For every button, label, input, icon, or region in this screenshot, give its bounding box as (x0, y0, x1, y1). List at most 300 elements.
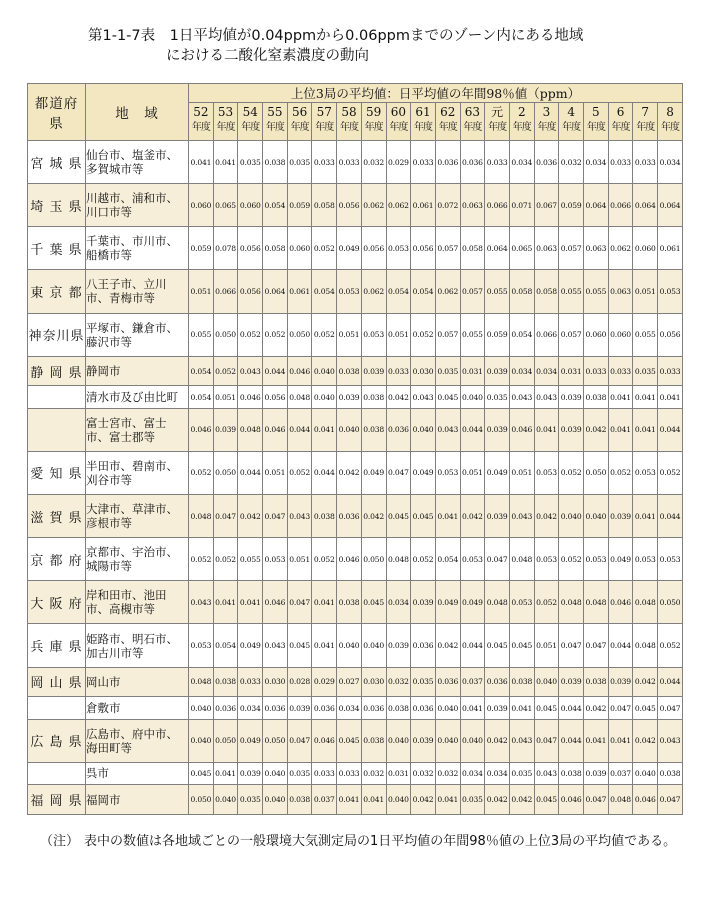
value-cell: 0.039 (411, 719, 436, 762)
value-cell: 0.053 (534, 451, 559, 494)
value-cell: 0.034 (485, 762, 510, 784)
prefecture-cell: 千 葉 県 (28, 227, 86, 270)
value-cell: 0.040 (213, 785, 238, 815)
value-cell: 0.064 (633, 184, 658, 227)
value-cell: 0.042 (509, 785, 534, 815)
prefecture-cell: 福 岡 県 (28, 785, 86, 815)
value-cell: 0.052 (411, 313, 436, 356)
value-cell: 0.041 (312, 581, 337, 624)
value-cell: 0.031 (559, 356, 584, 386)
value-cell: 0.055 (238, 538, 263, 581)
value-cell: 0.030 (411, 356, 436, 386)
value-cell: 0.062 (435, 270, 460, 313)
value-cell: 0.048 (189, 495, 214, 538)
value-cell: 0.040 (460, 719, 485, 762)
value-cell: 0.044 (238, 451, 263, 494)
value-cell: 0.040 (263, 762, 288, 784)
value-cell: 0.042 (485, 785, 510, 815)
value-cell: 0.051 (386, 313, 411, 356)
value-cell: 0.064 (658, 184, 683, 227)
year-header (633, 103, 658, 141)
year-suffix: 年度 (241, 122, 260, 133)
value-cell: 0.052 (213, 538, 238, 581)
header-area: 地 域 (86, 84, 189, 141)
year-suffix: 年度 (290, 122, 309, 133)
value-cell: 0.043 (534, 762, 559, 784)
value-cell: 0.036 (411, 697, 436, 719)
value-cell: 0.038 (386, 697, 411, 719)
value-cell: 0.061 (287, 270, 312, 313)
value-cell: 0.053 (435, 451, 460, 494)
value-cell: 0.064 (584, 184, 609, 227)
value-cell: 0.063 (534, 227, 559, 270)
area-cell: 平塚市、鎌倉市、藤沢市等 (86, 313, 189, 356)
value-cell: 0.038 (361, 719, 386, 762)
value-cell: 0.041 (633, 408, 658, 451)
prefecture-cell: 東 京 都 (28, 270, 86, 313)
value-cell: 0.062 (361, 184, 386, 227)
value-cell: 0.048 (608, 785, 633, 815)
value-cell: 0.047 (534, 719, 559, 762)
value-cell: 0.040 (435, 719, 460, 762)
value-cell: 0.049 (238, 719, 263, 762)
value-cell: 0.060 (633, 227, 658, 270)
value-cell: 0.051 (534, 624, 559, 667)
value-cell: 0.046 (238, 386, 263, 408)
value-cell: 0.055 (189, 313, 214, 356)
value-cell: 0.040 (411, 408, 436, 451)
value-cell: 0.052 (534, 581, 559, 624)
value-cell: 0.035 (435, 356, 460, 386)
year-label: 6 (616, 105, 625, 119)
year-label: 56 (291, 105, 308, 119)
value-cell: 0.040 (584, 495, 609, 538)
value-cell: 0.064 (263, 270, 288, 313)
value-cell: 0.045 (633, 697, 658, 719)
prefecture-cell: 埼 玉 県 (28, 184, 86, 227)
value-cell: 0.050 (213, 313, 238, 356)
value-cell: 0.056 (658, 313, 683, 356)
value-cell: 0.059 (287, 184, 312, 227)
table-row (28, 184, 683, 227)
value-cell: 0.044 (559, 719, 584, 762)
value-cell: 0.053 (460, 538, 485, 581)
value-cell: 0.041 (633, 495, 658, 538)
no2-trend-table (27, 83, 683, 815)
value-cell: 0.046 (337, 538, 362, 581)
value-cell: 0.050 (287, 313, 312, 356)
footnote (40, 832, 680, 852)
prefecture-cell: 神奈川県 (28, 313, 86, 356)
year-header (658, 103, 683, 141)
value-cell: 0.040 (312, 356, 337, 386)
value-cell: 0.042 (238, 495, 263, 538)
value-cell: 0.039 (485, 697, 510, 719)
value-cell: 0.048 (386, 538, 411, 581)
value-cell: 0.036 (263, 697, 288, 719)
value-cell: 0.042 (633, 667, 658, 697)
year-suffix: 年度 (315, 122, 334, 133)
value-cell: 0.053 (386, 227, 411, 270)
value-cell: 0.051 (263, 451, 288, 494)
value-cell: 0.043 (238, 356, 263, 386)
title-line-1: 第1-1-7表 1日平均値が0.04ppmから0.06ppmまでのゾーン内にある地域 (88, 28, 584, 44)
value-cell: 0.061 (411, 184, 436, 227)
value-cell: 0.048 (633, 581, 658, 624)
value-cell: 0.047 (287, 719, 312, 762)
value-cell: 0.038 (337, 356, 362, 386)
value-cell: 0.052 (213, 356, 238, 386)
value-cell: 0.032 (559, 141, 584, 184)
value-cell: 0.034 (509, 356, 534, 386)
table-row (28, 386, 683, 408)
value-cell: 0.041 (608, 386, 633, 408)
value-cell: 0.033 (337, 141, 362, 184)
value-cell: 0.042 (411, 785, 436, 815)
value-cell: 0.046 (559, 785, 584, 815)
value-cell: 0.032 (361, 141, 386, 184)
value-cell: 0.049 (238, 624, 263, 667)
year-label: 3 (542, 105, 551, 119)
table-row (28, 408, 683, 451)
value-cell: 0.051 (633, 270, 658, 313)
value-cell: 0.030 (263, 667, 288, 697)
value-cell: 0.056 (238, 227, 263, 270)
value-cell: 0.054 (263, 184, 288, 227)
value-cell: 0.041 (361, 785, 386, 815)
value-cell: 0.052 (238, 313, 263, 356)
year-label: 7 (641, 105, 650, 119)
value-cell: 0.039 (559, 408, 584, 451)
area-cell: 静岡市 (86, 356, 189, 386)
year-header (337, 103, 362, 141)
value-cell: 0.047 (559, 624, 584, 667)
value-cell: 0.033 (584, 356, 609, 386)
year-label: 2 (517, 105, 526, 119)
value-cell: 0.050 (658, 581, 683, 624)
value-cell: 0.050 (213, 719, 238, 762)
value-cell: 0.036 (312, 697, 337, 719)
value-cell: 0.048 (189, 667, 214, 697)
value-cell: 0.067 (534, 184, 559, 227)
value-cell: 0.044 (658, 408, 683, 451)
year-label: 52 (193, 105, 209, 119)
value-cell: 0.035 (633, 356, 658, 386)
table-row (28, 495, 683, 538)
value-cell: 0.043 (534, 386, 559, 408)
year-label: 55 (267, 105, 283, 119)
year-label: 57 (316, 105, 332, 119)
value-cell: 0.038 (361, 408, 386, 451)
value-cell: 0.048 (509, 538, 534, 581)
year-suffix: 年度 (364, 122, 383, 133)
area-cell: 姫路市、明石市、加古川市等 (86, 624, 189, 667)
value-cell: 0.056 (411, 227, 436, 270)
area-cell: 清水市及び由比町 (86, 386, 189, 408)
value-cell: 0.058 (263, 227, 288, 270)
year-suffix: 年度 (265, 122, 284, 133)
area-cell: 倉敷市 (86, 697, 189, 719)
footnote-text: 表中の数値は各地域ごとの一般環境大気測定局の1日平均値の年間98％値の上位3局の平均値である。 (84, 834, 677, 849)
value-cell: 0.052 (312, 227, 337, 270)
value-cell: 0.052 (312, 313, 337, 356)
value-cell: 0.045 (189, 762, 214, 784)
year-header (386, 103, 411, 141)
year-header (460, 103, 485, 141)
value-cell: 0.048 (584, 581, 609, 624)
value-cell: 0.045 (485, 624, 510, 667)
value-cell: 0.056 (238, 270, 263, 313)
value-cell: 0.040 (189, 719, 214, 762)
value-cell: 0.049 (337, 227, 362, 270)
value-cell: 0.040 (460, 386, 485, 408)
value-cell: 0.044 (460, 408, 485, 451)
table-row (28, 313, 683, 356)
value-cell: 0.056 (361, 227, 386, 270)
value-cell: 0.057 (559, 227, 584, 270)
value-cell: 0.036 (213, 697, 238, 719)
value-cell: 0.049 (608, 538, 633, 581)
value-cell: 0.034 (460, 762, 485, 784)
value-cell: 0.040 (312, 386, 337, 408)
value-cell: 0.053 (189, 624, 214, 667)
value-cell: 0.038 (584, 667, 609, 697)
year-label: 元 (491, 105, 504, 119)
value-cell: 0.052 (559, 451, 584, 494)
value-cell: 0.049 (435, 581, 460, 624)
value-cell: 0.039 (213, 408, 238, 451)
value-cell: 0.043 (189, 581, 214, 624)
value-cell: 0.041 (213, 141, 238, 184)
year-label: 62 (440, 105, 456, 119)
value-cell: 0.032 (386, 667, 411, 697)
table-row (28, 356, 683, 386)
value-cell: 0.045 (337, 719, 362, 762)
value-cell: 0.036 (435, 667, 460, 697)
value-cell: 0.053 (509, 581, 534, 624)
prefecture-cell: 岡 山 県 (28, 667, 86, 697)
year-suffix: 年度 (611, 122, 630, 133)
value-cell: 0.041 (435, 495, 460, 538)
value-cell: 0.060 (189, 184, 214, 227)
value-cell: 0.056 (263, 386, 288, 408)
table-row (28, 667, 683, 697)
value-cell: 0.045 (287, 624, 312, 667)
value-cell: 0.038 (312, 495, 337, 538)
year-suffix: 年度 (512, 122, 531, 133)
value-cell: 0.035 (287, 141, 312, 184)
value-cell: 0.039 (386, 624, 411, 667)
value-cell: 0.055 (633, 313, 658, 356)
year-label: 5 (592, 105, 600, 119)
value-cell: 0.033 (411, 141, 436, 184)
value-cell: 0.055 (559, 270, 584, 313)
value-cell: 0.043 (263, 624, 288, 667)
year-label: 59 (366, 105, 382, 119)
year-label: 63 (464, 105, 481, 119)
value-cell: 0.042 (584, 697, 609, 719)
value-cell: 0.039 (485, 495, 510, 538)
value-cell: 0.041 (337, 785, 362, 815)
value-cell: 0.040 (337, 624, 362, 667)
area-cell: 京都市、宇治市、城陽市等 (86, 538, 189, 581)
prefecture-cell (28, 762, 86, 784)
year-suffix: 年度 (339, 122, 358, 133)
value-cell: 0.059 (559, 184, 584, 227)
value-cell: 0.055 (460, 313, 485, 356)
value-cell: 0.045 (386, 495, 411, 538)
value-cell: 0.066 (213, 270, 238, 313)
value-cell: 0.039 (485, 408, 510, 451)
value-cell: 0.049 (460, 581, 485, 624)
value-cell: 0.043 (658, 719, 683, 762)
year-header (361, 103, 386, 141)
value-cell: 0.042 (386, 386, 411, 408)
value-cell: 0.046 (509, 408, 534, 451)
value-cell: 0.052 (189, 538, 214, 581)
value-cell: 0.035 (238, 785, 263, 815)
value-cell: 0.034 (509, 141, 534, 184)
value-cell: 0.054 (189, 356, 214, 386)
value-cell: 0.053 (633, 538, 658, 581)
year-header (411, 103, 436, 141)
year-suffix: 年度 (191, 122, 210, 133)
value-cell: 0.035 (509, 762, 534, 784)
value-cell: 0.050 (189, 785, 214, 815)
value-cell: 0.034 (386, 581, 411, 624)
value-cell: 0.042 (337, 451, 362, 494)
value-cell: 0.062 (386, 184, 411, 227)
value-cell: 0.039 (287, 697, 312, 719)
value-cell: 0.062 (608, 227, 633, 270)
year-header (213, 103, 238, 141)
header-average-values: 上位3局の平均値：日平均値の年間98％値（ppm） (189, 84, 683, 103)
value-cell: 0.053 (658, 538, 683, 581)
prefecture-cell: 京 都 府 (28, 538, 86, 581)
value-cell: 0.065 (509, 227, 534, 270)
value-cell: 0.037 (460, 667, 485, 697)
value-cell: 0.045 (534, 697, 559, 719)
year-suffix: 年度 (389, 122, 408, 133)
value-cell: 0.052 (559, 538, 584, 581)
value-cell: 0.055 (485, 270, 510, 313)
value-cell: 0.078 (213, 227, 238, 270)
value-cell: 0.043 (435, 408, 460, 451)
table-title (88, 26, 688, 66)
table-row (28, 451, 683, 494)
value-cell: 0.029 (312, 667, 337, 697)
prefecture-cell: 兵 庫 県 (28, 624, 86, 667)
value-cell: 0.066 (534, 313, 559, 356)
value-cell: 0.041 (608, 408, 633, 451)
year-header (559, 103, 584, 141)
table-row (28, 270, 683, 313)
value-cell: 0.053 (658, 270, 683, 313)
value-cell: 0.038 (559, 762, 584, 784)
year-suffix: 年度 (438, 122, 457, 133)
value-cell: 0.041 (238, 581, 263, 624)
area-cell: 川越市、浦和市、川口市等 (86, 184, 189, 227)
value-cell: 0.046 (287, 356, 312, 386)
value-cell: 0.027 (337, 667, 362, 697)
value-cell: 0.059 (485, 313, 510, 356)
value-cell: 0.056 (337, 184, 362, 227)
value-cell: 0.054 (189, 386, 214, 408)
value-cell: 0.053 (534, 538, 559, 581)
value-cell: 0.054 (509, 313, 534, 356)
value-cell: 0.035 (411, 667, 436, 697)
value-cell: 0.035 (460, 785, 485, 815)
value-cell: 0.058 (312, 184, 337, 227)
value-cell: 0.046 (312, 719, 337, 762)
value-cell: 0.063 (584, 227, 609, 270)
value-cell: 0.047 (658, 697, 683, 719)
prefecture-cell (28, 697, 86, 719)
value-cell: 0.035 (485, 386, 510, 408)
year-label: 53 (217, 105, 234, 119)
year-header (189, 103, 214, 141)
value-cell: 0.058 (509, 270, 534, 313)
value-cell: 0.053 (361, 313, 386, 356)
value-cell: 0.040 (263, 785, 288, 815)
value-cell: 0.048 (287, 386, 312, 408)
value-cell: 0.052 (658, 451, 683, 494)
value-cell: 0.039 (411, 581, 436, 624)
value-cell: 0.044 (608, 624, 633, 667)
value-cell: 0.042 (633, 719, 658, 762)
year-header (312, 103, 337, 141)
value-cell: 0.066 (608, 184, 633, 227)
year-label: 8 (666, 105, 674, 119)
value-cell: 0.033 (312, 762, 337, 784)
value-cell: 0.060 (287, 227, 312, 270)
value-cell: 0.035 (238, 141, 263, 184)
value-cell: 0.041 (584, 719, 609, 762)
value-cell: 0.038 (509, 667, 534, 697)
value-cell: 0.033 (608, 356, 633, 386)
prefecture-cell: 静 岡 県 (28, 356, 86, 386)
value-cell: 0.063 (608, 270, 633, 313)
value-cell: 0.030 (361, 667, 386, 697)
value-cell: 0.042 (485, 719, 510, 762)
value-cell: 0.043 (509, 495, 534, 538)
value-cell: 0.045 (435, 386, 460, 408)
value-cell: 0.057 (435, 313, 460, 356)
year-label: 61 (415, 105, 431, 119)
year-header (534, 103, 559, 141)
year-suffix: 年度 (216, 122, 235, 133)
value-cell: 0.047 (263, 495, 288, 538)
value-cell: 0.034 (337, 697, 362, 719)
value-cell: 0.047 (485, 538, 510, 581)
year-header (287, 103, 312, 141)
prefecture-cell: 広 島 県 (28, 719, 86, 762)
value-cell: 0.028 (287, 667, 312, 697)
value-cell: 0.051 (287, 538, 312, 581)
value-cell: 0.038 (658, 762, 683, 784)
value-cell: 0.034 (658, 141, 683, 184)
value-cell: 0.072 (435, 184, 460, 227)
value-cell: 0.041 (509, 697, 534, 719)
year-suffix: 年度 (488, 122, 507, 133)
area-cell: 福岡市 (86, 785, 189, 815)
value-cell: 0.063 (460, 184, 485, 227)
value-cell: 0.039 (559, 386, 584, 408)
value-cell: 0.036 (361, 697, 386, 719)
value-cell: 0.040 (559, 495, 584, 538)
value-cell: 0.049 (411, 451, 436, 494)
value-cell: 0.039 (238, 762, 263, 784)
